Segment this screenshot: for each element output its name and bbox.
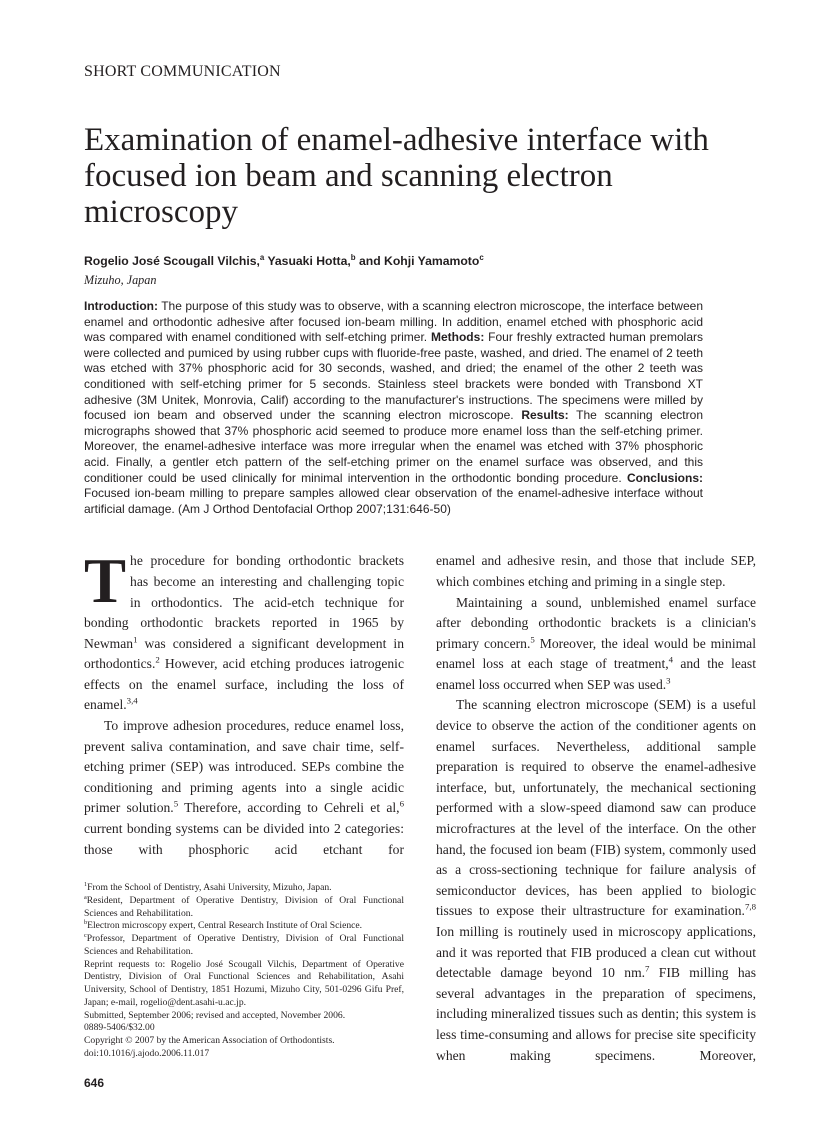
superscript: a (259, 252, 265, 262)
footnote (84, 933, 404, 959)
text-run: The scanning electron microscope (SEM) is a useful device to observe the action of the conditioner agents on enamel surfaces. Nevertheless, additional sample preparation is required to observe the enamel-adhesive interface, but, unfortunately, the mechanical sectioning performed with a slow-speed diamond saw can produce microfractures at the level of the interface. On the other hand, the focused ion beam (FIB) system, commonly used as a cross-sectioning technique for failure analysis of semiconductor devices, has been applied to biologic tissues to expose their ultrastructure for examination. (436, 697, 756, 919)
footnotes (84, 882, 404, 1061)
section-label: Results: (521, 408, 569, 423)
text-run: current bonding systems can be divided into 2 categories: those with phosphoric acid etchant for (84, 821, 404, 857)
text-run: Moreover, the ideal would be minimal enamel loss at each stage of treatment, (436, 635, 756, 672)
superscript: 5 (173, 798, 179, 809)
superscript: 6 (399, 798, 404, 809)
footnote (84, 1048, 404, 1061)
article-title: Examination of enamel-adhesive interface with focused ion beam and scanning electron microscopy (84, 122, 709, 230)
text-run: and Kohji Yamamoto (355, 254, 480, 268)
body-column-left (84, 546, 404, 1090)
page-number: 646 (84, 1075, 105, 1090)
author-location: Mizuho, Japan (84, 273, 157, 287)
text-run: enamel and adhesive resin, and those that include SEP, which combines etching and priming in a single step. (436, 553, 756, 589)
drop-cap: T (84, 546, 127, 617)
text-run: Submitted, September 2006; revised and accepted, November 2006. (84, 1009, 346, 1021)
text-run: The purpose of this study was to observe, with a scanning electron microscope, the interface between enamel and orthodontic adhesive after focused ion-beam milling. In addition, enamel etched with phosphoric acid was compared with enamel conditioned with self-etching primer. (84, 299, 703, 345)
body-paragraph (84, 716, 404, 860)
text-run: Ion milling is routinely used in microscopy applications, and it was reported that FIB produced a clean cut without detectable damage beyond 10 nm. (436, 924, 756, 981)
superscript: 7,8 (744, 901, 756, 912)
text-run: Electron microscopy expert, Central Research Institute of Oral Science. (87, 920, 363, 932)
superscript: 7 (645, 963, 650, 974)
abstract (84, 299, 703, 517)
body-column-right (436, 551, 756, 1066)
text-run: Maintaining a sound, unblemished enamel surface after debonding orthodontic brackets is a clinician's primary concern. (436, 594, 756, 651)
body-paragraph (436, 551, 756, 592)
text-run: 0889-5406/$32.00 (84, 1022, 155, 1034)
superscript: a (84, 893, 87, 901)
superscript: 1 (84, 881, 88, 889)
text-run: Rogelio José Scougall Vilchis, (84, 254, 260, 268)
body-columns (84, 546, 774, 1090)
superscript: 5 (530, 634, 535, 645)
footnote (84, 1035, 404, 1048)
superscript: c (479, 252, 484, 262)
text-run: Reprint requests to: Rogelio José Scougall Vilchis, Department of Operative Dentistry, Division of Oral Functional Sciences and Rehabilitation, Asahi University, School of Dentistry, 1851 Hozumi, Mizuho City, 501-0296 Gifu Pref, Japan; e-mail, rogelio@dent.asahi-u.ac.jp. (84, 958, 404, 1008)
body-paragraph (436, 695, 756, 1066)
superscript: 4 (668, 654, 674, 665)
text-run: he procedure for bonding orthodontic brackets has become an interesting and challenging topic in orthodontics. The acid-etch technique for bonding orthodontic brackets reported in 1965 by Newman (84, 553, 404, 651)
text-run: From the School of Dentistry, Asahi University, Mizuho, Japan. (87, 882, 332, 894)
superscript: 3,4 (126, 695, 138, 706)
text-run: Therefore, according to Cehreli et al, (178, 800, 400, 816)
footnote (84, 1022, 404, 1035)
section-label: Methods: (430, 330, 485, 345)
body-paragraph (436, 593, 756, 696)
text-run: FIB milling has several advantages in the preparation of specimens, including mineralized tissues such as dentin; this system is less time-consuming and allows for precise site specificity when making specimens. Moreover, (436, 965, 756, 1063)
superscript: 3 (666, 675, 671, 686)
superscript: 1 (133, 634, 138, 645)
text-run: Copyright © 2007 by the American Association of Orthodontists. (84, 1035, 335, 1047)
text-run: and the least enamel loss occurred when SEP was used. (436, 656, 757, 692)
text-run: However, acid etching produces iatrogenic effects on the enamel surface, including the loss of enamel. (84, 656, 404, 713)
section-kicker: SHORT COMMUNICATION (84, 63, 281, 80)
text-run: The scanning electron micrographs showed that 37% phosphoric acid seemed to produce more enamel loss than the self-etching primer. Moreover, the enamel-adhesive interface was more irregular when the enamel was etched with 37% phosphoric acid. Finally, a gentler etch pattern of the self-etching primer on the enamel surface was observed, and this conditioner could be used clinically for minimal intervention in the orthodontic bonding procedure. (84, 408, 703, 485)
text-run: Resident, Department of Operative Dentistry, Division of Oral Functional Sciences and Rehabilitation. (84, 894, 404, 919)
text-run: doi:10.1016/j.ajodo.2006.11.017 (84, 1047, 210, 1059)
section-label: Conclusions: (626, 470, 703, 485)
footnote (84, 895, 404, 921)
footnote (84, 959, 404, 1010)
section-label: Introduction: (84, 299, 158, 313)
body-paragraph (84, 546, 404, 716)
superscript: b (84, 919, 88, 927)
superscript: 2 (155, 654, 160, 665)
footnote (84, 920, 404, 933)
text-run: Professor, Department of Operative Dentistry, Division of Oral Functional Sciences and Rehabilitation. (84, 933, 404, 957)
superscript: b (350, 252, 356, 262)
footnote (84, 1010, 404, 1023)
author-list (84, 252, 774, 270)
text-run: Yasuaki Hotta, (264, 254, 351, 268)
text-run: was considered a significant development in orthodontics. (84, 635, 404, 672)
paragraph-text (84, 546, 404, 713)
text-run: To improve adhesion procedures, reduce enamel loss, prevent saliva contamination, and save chair time, self-etching primer (SEP) was introduced. SEPs combine the conditioning and priming agents into a single acidic primer solution. (84, 718, 404, 816)
text-run: Focused ion-beam milling to prepare samples allowed clear observation of the enamel-adhesive interface without artificial damage. (Am J Orthod Dentofacial Orthop 2007;131:646-50) (84, 486, 703, 516)
footnote (84, 882, 404, 895)
text-run: Four freshly extracted human premolars were collected and pumiced by using rubber cups with fluoride-free paste, washed, and dried. The enamel of 2 teeth was etched with 37% phosphoric acid for 30 seconds, washed, and dried; the enamel of the other 2 teeth was conditioned with self-etching primer for 5 seconds. Stainless steel brackets were bonded with Transbond XT adhesive (3M Unitek, Monrovia, Calif) according to the manufacturer's instructions. The specimens were milled by focused ion beam and observed under the scanning electron microscope. (84, 330, 703, 423)
superscript: c (84, 932, 87, 940)
